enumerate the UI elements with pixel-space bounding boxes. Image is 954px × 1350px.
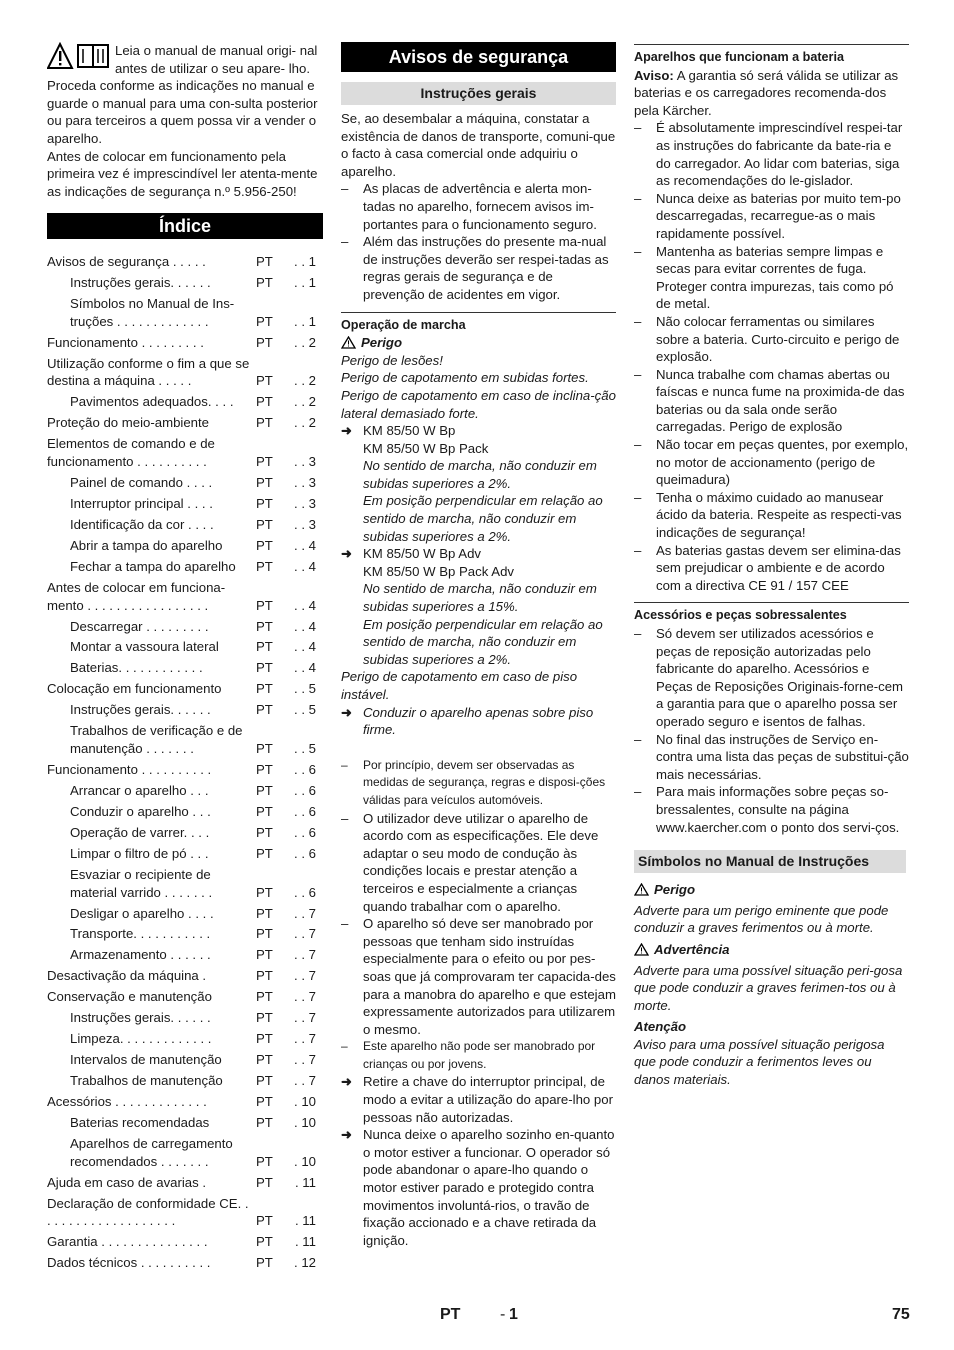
- toc-entry-lang: PT: [256, 313, 273, 329]
- toc-entry: [47, 638, 323, 656]
- toc-entry-title: Conduzir o aparelho . . .: [70, 803, 211, 819]
- toc-entry-lang: PT: [256, 495, 273, 511]
- toc-entry: [47, 680, 323, 698]
- toc-entry-title: Ajuda em caso de avarias .: [47, 1174, 207, 1190]
- toc-entry-lang: PT: [256, 1115, 273, 1131]
- toc-entry-lang: PT: [256, 884, 273, 900]
- toc-entry-page: . 12: [294, 1255, 316, 1271]
- toc-entry-lang: PT: [256, 1174, 273, 1190]
- toc-entry-title: Trabalhos de manutenção: [70, 1073, 223, 1089]
- toc-entry-page: . 10: [294, 1115, 316, 1131]
- model-note: No sentido de marcha, não conduzir em subidas superiores a 15%.: [363, 581, 597, 615]
- toc-entry-title: Fechar a tampa do aparelho: [70, 558, 236, 574]
- toc-entry-page: . . 6: [294, 782, 316, 798]
- intro-text: Leia o manual de manual origi- nal antes de utilizar o seu apare- lho. Proceda conforme as indicações no manual e guarde o manual para uma con-sulta posterior ou para terceiros a quem possa vir a vender o aparelho.: [47, 43, 318, 146]
- toc-entry-title: Descarregar . . . . . . . . .: [70, 618, 209, 634]
- toc-entry-page: . . 2: [294, 394, 316, 410]
- toc-entry-title: Instruções gerais. . . . . .: [70, 275, 211, 291]
- footer-separator: -: [500, 1306, 506, 1323]
- toc-entry-title: Intervalos de manutenção: [70, 1052, 222, 1068]
- toc-entry-page: . . 1: [294, 275, 316, 291]
- firm-ground-instruction: [341, 704, 616, 739]
- toc-entry-lang: PT: [256, 782, 273, 798]
- toc-entry-lang: PT: [256, 334, 273, 350]
- toc-entry-page: . 10: [294, 1153, 316, 1169]
- toc-entry-title: Avisos de segurança . . . . .: [47, 254, 206, 270]
- toc-entry-page: . . 3: [294, 454, 316, 470]
- toc-entry-lang: PT: [256, 537, 273, 553]
- toc-entry-page: . . 3: [294, 516, 316, 532]
- toc-entry: [47, 1254, 323, 1272]
- warning-triangle-icon: [634, 883, 649, 896]
- toc-entry-page: . . 5: [294, 741, 316, 757]
- toc-entry: [47, 1135, 323, 1170]
- danger-heading: Perigo: [341, 334, 616, 352]
- toc-entry-lang: PT: [256, 1213, 273, 1229]
- arrow-icon: ➜: [341, 423, 353, 439]
- toc-entry-page: . . 7: [294, 1052, 316, 1068]
- toc-entry-lang: PT: [256, 558, 273, 574]
- toc-entry-lang: PT: [256, 1255, 273, 1271]
- toc-entry: [47, 435, 323, 470]
- symbols-caution-heading: Atenção: [634, 1019, 687, 1035]
- toc-entry-lang: PT: [256, 639, 273, 655]
- toc-entry-page: . . 6: [294, 884, 316, 900]
- toc-entry-lang: PT: [256, 1010, 273, 1026]
- footer-lang: PT: [440, 1306, 461, 1323]
- toc-entry-title: Desactivação da máquina .: [47, 968, 207, 984]
- toc-entry-page: . . 5: [294, 702, 316, 718]
- toc-entry-title: Antes de colocar em funciona- mento . . . . . . . . . . . . . . . . .: [47, 579, 226, 613]
- battery-list: [634, 119, 909, 594]
- toc-entry: [47, 722, 323, 757]
- footer-local-page: 1: [509, 1306, 518, 1323]
- warning-triangle-icon: [341, 336, 356, 349]
- toc-entry-lang: PT: [256, 394, 273, 410]
- toc-entry-lang: PT: [256, 415, 273, 431]
- toc-entry-page: . 10: [294, 1094, 316, 1110]
- toc-entry: [47, 414, 323, 432]
- intro-text-2: Antes de colocar em funcionamento pela primeira vez é imprescindível ler atenta-mente as indicações de segurança n.º 5.956-250!: [47, 148, 318, 199]
- toc-entry: [47, 1174, 323, 1192]
- toc-entry-page: . . 1: [294, 313, 316, 329]
- toc-entry: [47, 701, 323, 719]
- toc-entry-title: Funcionamento . . . . . . . . . .: [47, 762, 212, 777]
- page-number: 75: [892, 1306, 910, 1323]
- right-column: [634, 42, 909, 1089]
- toc-entry-title: Armazenamento . . . . . .: [70, 947, 211, 963]
- intro-icons: [47, 42, 111, 72]
- model-name: KM 85/50 W Bp Pack Adv: [363, 563, 514, 579]
- toc-entry: [47, 946, 323, 964]
- toc-entry-page: . . 2: [294, 334, 316, 350]
- toc-entry: [47, 1195, 323, 1230]
- toc-entry-page: . . 2: [294, 373, 316, 389]
- arrow-icon: ➜: [341, 546, 353, 562]
- toc-entry-lang: PT: [256, 516, 273, 532]
- model-group-a: [341, 422, 616, 545]
- toc-entry: [47, 474, 323, 492]
- toc-entry: [47, 925, 323, 943]
- toc-entry-title: Símbolos no Manual de Ins- truções . . . . . . . . . . . . .: [70, 296, 235, 329]
- warning-triangle-icon: [634, 943, 649, 956]
- toc-entry-page: . . 4: [294, 639, 316, 655]
- toc-entry-title: Utilização conforme o fim a que se destina a máquina . . . . .: [47, 355, 250, 389]
- toc-entry-lang: PT: [256, 968, 273, 984]
- toc-entry-lang: PT: [256, 989, 273, 1005]
- action-item: [341, 1073, 616, 1126]
- model-note: Em posição perpendicular em relação ao sentido de marcha, não conduzir em subidas superiores a 2%.: [363, 616, 603, 667]
- toc-entry-lang: PT: [256, 1094, 273, 1110]
- list-item: – As placas de advertência e alerta mon-tadas no aparelho, fornecem avisos im-portantes para o funcionamento seguro.: [341, 180, 616, 233]
- toc-entry-title: Operação de varrer. . . .: [70, 824, 210, 840]
- toc-entry-page: . . 1: [294, 254, 316, 270]
- toc-entry-title: Instruções gerais. . . . . .: [70, 702, 211, 718]
- toc-entry-title: Trabalhos de verificação e de manutenção . . . . . . .: [70, 723, 243, 757]
- toc-entry-page: . 11: [294, 1234, 316, 1250]
- toc-entry-lang: PT: [256, 762, 273, 777]
- model-note: Em posição perpendicular em relação ao sentido de marcha, não conduzir em subidas superiores a 2%.: [363, 493, 603, 544]
- toc-entry-title: Garantia . . . . . . . . . . . . . . .: [47, 1234, 208, 1250]
- toc-entry: [47, 1051, 323, 1069]
- toc-entry-page: . . 6: [294, 762, 316, 777]
- toc-entry-title: Instruções gerais. . . . . .: [70, 1010, 211, 1026]
- list-item: – O utilizador deve utilizar o aparelho de acordo com as especificações. Ele deve adaptar o seu modo de condução às condições locais e prestar atenção a terceiros e especialmente a crianças quando trabalhar com o aparelho.: [341, 810, 616, 916]
- rules-list: [341, 757, 616, 1074]
- toc-entry-title: Declaração de conformidade CE. . . . . . . . . . . . . . . . . . . .: [47, 1195, 249, 1229]
- model-name: KM 85/50 W Bp Pack: [363, 440, 489, 456]
- danger-line: Perigo de lesões!: [341, 352, 443, 368]
- list-item: – Mantenha as baterias sempre limpas e secas para evitar correntes de fuga. Proteger contra impurezas, tais como pó de metal.: [634, 243, 909, 313]
- toc-entry-title: Funcionamento . . . . . . . . .: [47, 334, 204, 350]
- toc-entry-lang: PT: [256, 741, 273, 757]
- list-item: – Para mais informações sobre peças so-bressalentes, consulte na página www.kaercher.com o ponto dos servi-ços.: [634, 783, 909, 836]
- toc-entry-title: Desligar o aparelho . . . .: [70, 905, 214, 921]
- symbols-caution-text: Aviso para uma possível situação perigosa que pode conduzir a ferimentos leves ou danos materiais.: [634, 1036, 885, 1088]
- toc-entry-page: . . 7: [294, 947, 316, 963]
- safety-title: Avisos de segurança: [341, 42, 616, 72]
- toc-entry-page: . 11: [294, 1174, 316, 1190]
- left-column: [47, 42, 323, 1275]
- toc-entry-lang: PT: [256, 1052, 273, 1068]
- toc-entry-lang: PT: [256, 824, 273, 840]
- toc-entry-title: Interruptor principal . . . .: [70, 495, 213, 511]
- toc-entry-title: Proteção do meio-ambiente: [47, 415, 210, 431]
- toc-entry-lang: PT: [256, 618, 273, 634]
- toc-entry-lang: PT: [256, 681, 273, 697]
- action-text: Nunca deixe o aparelho sozinho en-quanto o motor estiver a funcionar. O operador só pode abandonar o apare-lho quando o motor estiver parado e protegido contra movimentos involuntá-rios, o travão de fixação accionado e a chave retirada da ignição.: [363, 1127, 615, 1248]
- toc-entry-page: . . 6: [294, 845, 316, 861]
- general-list: [341, 180, 616, 303]
- toc-entry-page: . . 7: [294, 926, 316, 942]
- danger-line: Perigo de capotamento em caso de inclina-ção lateral demasiado forte.: [341, 387, 616, 421]
- toc-entry-lang: PT: [256, 845, 273, 861]
- toc-entry-page: . . 3: [294, 495, 316, 511]
- list-item: – Este aparelho não pode ser manobrado por crianças ou por jovens.: [341, 1038, 616, 1073]
- toc-entry-lang: PT: [256, 947, 273, 963]
- toc-entry-page: . . 5: [294, 681, 316, 697]
- toc-entry: [47, 967, 323, 985]
- toc-entry: [47, 253, 323, 271]
- toc-entry: [47, 803, 323, 821]
- toc-entry-lang: PT: [256, 454, 273, 470]
- toc-entry: [47, 295, 323, 330]
- toc-entry: [47, 1030, 323, 1048]
- toc-entry: [47, 1233, 323, 1251]
- toc-entry: [47, 537, 323, 555]
- toc-entry-title: Elementos de comando e de funcionamento . . . . . . . . . .: [47, 436, 215, 470]
- model-group-b: [341, 545, 616, 668]
- toc-entry-page: . . 4: [294, 537, 316, 553]
- index-title: Índice: [47, 213, 323, 239]
- toc-entry: [47, 579, 323, 614]
- toc-entry: [47, 1093, 323, 1111]
- arrow-icon: ➜: [341, 1127, 353, 1143]
- toc-entry: [47, 1114, 323, 1132]
- toc-entry-title: Baterias. . . . . . . . . . . .: [70, 660, 203, 676]
- symbols-danger-text: Adverte para um perigo eminente que pode conduzir a graves ferimentos ou à morte.: [634, 902, 889, 936]
- toc-entry: [47, 782, 323, 800]
- toc-entry-title: Colocação em funcionamento: [47, 681, 222, 697]
- toc-entry: [47, 761, 323, 779]
- list-item: – Tenha o máximo cuidado ao manusear ácido da bateria. Respeite as respecti-vas indicações de segurança!: [634, 489, 909, 542]
- toc-entry-title: Painel de comando . . . .: [70, 475, 213, 490]
- toc-entry-title: Dados técnicos . . . . . . . . . .: [47, 1255, 211, 1271]
- intro-block: [47, 42, 323, 200]
- list-item: – O aparelho só deve ser manobrado por pessoas que tenham sido instruídas especialmente para o efeito ou por pes-soas que já comprovaram ter capacida-des para a manobra do aparelho e que estejam expressamente autorizados para utilizarem o mesmo.: [341, 915, 616, 1038]
- toc-entry-page: . 11: [294, 1213, 316, 1229]
- toc-entry: [47, 905, 323, 923]
- toc-entry-title: Limpeza. . . . . . . . . . . . .: [70, 1031, 212, 1047]
- toc-entry-lang: PT: [256, 1031, 273, 1047]
- toc-entry-lang: PT: [256, 275, 273, 291]
- toc-entry-page: . . 4: [294, 597, 316, 613]
- toc-entry-lang: PT: [256, 373, 273, 389]
- driving-title: Operação de marcha: [341, 312, 616, 335]
- toc-entry: [47, 1072, 323, 1090]
- list-item: – Por princípio, devem ser observadas as medidas de segurança, regras e disposi-ções válidas para veículos automóveis.: [341, 757, 616, 810]
- toc-entry-lang: PT: [256, 1073, 273, 1089]
- action-item: [341, 1126, 616, 1249]
- toc-entry-lang: PT: [256, 254, 273, 270]
- toc-entry-page: . . 7: [294, 1031, 316, 1047]
- toc-entry-lang: PT: [256, 803, 273, 819]
- toc-entry-page: . . 7: [294, 989, 316, 1005]
- symbols-warning-heading: Advertência: [634, 941, 909, 959]
- list-item: – Além das instruções do presente ma-nual de instruções deverão ser respei-tadas as regras gerais de segurança e de prevenção de acidentes em vigor.: [341, 233, 616, 303]
- toc-entry-page: . . 2: [294, 415, 316, 431]
- accessories-title: Acessórios e peças sobressalentes: [634, 602, 909, 625]
- toc-entry: [47, 558, 323, 576]
- symbols-warning-text: Adverte para uma possível situação peri-gosa que pode conduzir a graves ferimen-tos ou à morte.: [634, 962, 903, 1013]
- list-item: – As baterias gastas devem ser elimina-das sem prejudicar o ambiente e de acordo com a directiva CE 91 / 157 CEE: [634, 542, 909, 595]
- danger-line: Perigo de capotamento em subidas fortes.: [341, 370, 589, 386]
- toc-entry-title: Acessórios . . . . . . . . . . . . .: [47, 1094, 207, 1110]
- toc-entry-page: . . 7: [294, 1073, 316, 1089]
- toc-entry-page: . . 3: [294, 475, 316, 490]
- toc-entry: [47, 334, 323, 352]
- middle-column: [341, 42, 616, 1249]
- toc-entry-title: Montar a vassoura lateral: [70, 639, 219, 655]
- toc-entry-title: Aparelhos de carregamento recomendados . . . . . . .: [70, 1136, 233, 1169]
- general-instructions-title: Instruções gerais: [341, 82, 616, 105]
- toc-entry: [47, 866, 323, 901]
- toc-entry: [47, 516, 323, 534]
- battery-notice: Aviso: A garantia só será válida se utilizar as baterias e os carregadores recomenda-dos pela Kärcher.: [634, 67, 899, 118]
- toc-entry-page: . . 7: [294, 1010, 316, 1026]
- toc-entry: [47, 659, 323, 677]
- firm-ground-text: Conduzir o aparelho apenas sobre piso firme.: [363, 704, 594, 738]
- toc-entry: [47, 618, 323, 636]
- battery-title: Aparelhos que funcionam a bateria: [634, 44, 909, 67]
- model-note: No sentido de marcha, não conduzir em subidas superiores a 2%.: [363, 458, 597, 491]
- toc-entry-page: . . 7: [294, 905, 316, 921]
- list-item: – Não tocar em peças quentes, por exemplo, no motor de accionamento (perigo de queimadura): [634, 436, 909, 489]
- toc-entry-title: Baterias recomendadas: [70, 1115, 210, 1131]
- list-item: – No final das instruções de Serviço en-contra uma lista das peças de substitui-ção mais necessárias.: [634, 731, 909, 784]
- list-item: – É absolutamente imprescindível respei-tar as instruções do fabricante da bate-ria e do carregador. Ao lidar com baterias, siga as recomendações do le-gislador.: [634, 119, 909, 189]
- toc-entry-title: Pavimentos adequados. . . .: [70, 394, 234, 410]
- action-text: Retire a chave do interruptor principal, de modo a evitar a utilização do apare-lho por pessoas não autorizadas.: [363, 1074, 613, 1125]
- toc-entry: [47, 274, 323, 292]
- toc-entry-page: . . 6: [294, 803, 316, 819]
- symbols-title: Símbolos no Manual de Instruções: [634, 850, 906, 873]
- model-name: KM 85/50 W Bp Adv: [363, 546, 482, 562]
- accessories-list: [634, 625, 909, 836]
- toc-entry-lang: PT: [256, 475, 273, 490]
- toc-entry-page: . . 4: [294, 618, 316, 634]
- toc-entry-page: . . 7: [294, 968, 316, 984]
- toc-entry-lang: PT: [256, 1234, 273, 1250]
- list-item: – Não colocar ferramentas ou similares sobre a bateria. Curto-circuito e perigo de explosão.: [634, 313, 909, 366]
- toc-entry-lang: PT: [256, 905, 273, 921]
- toc-entry-title: Esvaziar o recipiente de material varrido . . . . . . .: [70, 866, 213, 900]
- toc-entry: [47, 355, 323, 390]
- toc-entry-title: Abrir a tampa do aparelho: [70, 537, 223, 553]
- toc-entry: [47, 393, 323, 411]
- arrow-icon: ➜: [341, 1074, 353, 1090]
- list-item: – Só devem ser utilizados acessórios e peças de reposição autorizadas pelo fabricante do aparelho. Acessórios e Peças de Reposições Originais-forne-cem a garantia para que o aparelho possa ser operado seguro e isentos de falhas.: [634, 625, 909, 731]
- list-item: – Nunca deixe as baterias por muito tem-po descarregadas, recarregue-as o mais rapidamente possível.: [634, 190, 909, 243]
- toc-entry-lang: PT: [256, 1153, 273, 1169]
- toc-entry-lang: PT: [256, 597, 273, 613]
- toc-entry: [47, 845, 323, 863]
- toc-entry-title: Limpar o filtro de pó . . .: [70, 845, 209, 861]
- arrow-icon: ➜: [341, 704, 353, 720]
- toc-entry: [47, 495, 323, 513]
- toc-entry-title: Identificação da cor . . . .: [70, 516, 214, 532]
- list-item: – Nunca trabalhe com chamas abertas ou faíscas e nunca fume na proximida-de das baterias ou da sala onde serão carregadas. Perigo de explosão: [634, 366, 909, 436]
- toc-entry-title: Arrancar o aparelho . . .: [70, 782, 209, 798]
- toc-entry-page: . . 4: [294, 558, 316, 574]
- manual-book-icon: [78, 45, 108, 67]
- toc-entry: [47, 1009, 323, 1027]
- toc-entry-page: . . 4: [294, 660, 316, 676]
- model-name: KM 85/50 W Bp: [363, 423, 456, 439]
- toc-entry: [47, 988, 323, 1006]
- toc-entry-lang: PT: [256, 926, 273, 942]
- symbols-danger-heading: Perigo: [634, 881, 909, 899]
- table-of-contents: [47, 253, 323, 1272]
- toc-entry: [47, 824, 323, 842]
- toc-entry-lang: PT: [256, 702, 273, 718]
- toc-entry-lang: PT: [256, 660, 273, 676]
- toc-entry-title: Conservação e manutenção: [47, 989, 212, 1005]
- unstable-ground: Perigo de capotamento em caso de piso instável.: [341, 669, 578, 702]
- toc-entry-page: . . 6: [294, 824, 316, 840]
- general-intro: Se, ao desembalar a máquina, constatar a existência de danos de transporte, comuni-que o facto à casa comercial onde adquiriu o aparelho.: [341, 111, 616, 179]
- toc-entry-title: Transporte. . . . . . . . . . .: [70, 926, 211, 942]
- warning-triangle-icon: [47, 42, 111, 70]
